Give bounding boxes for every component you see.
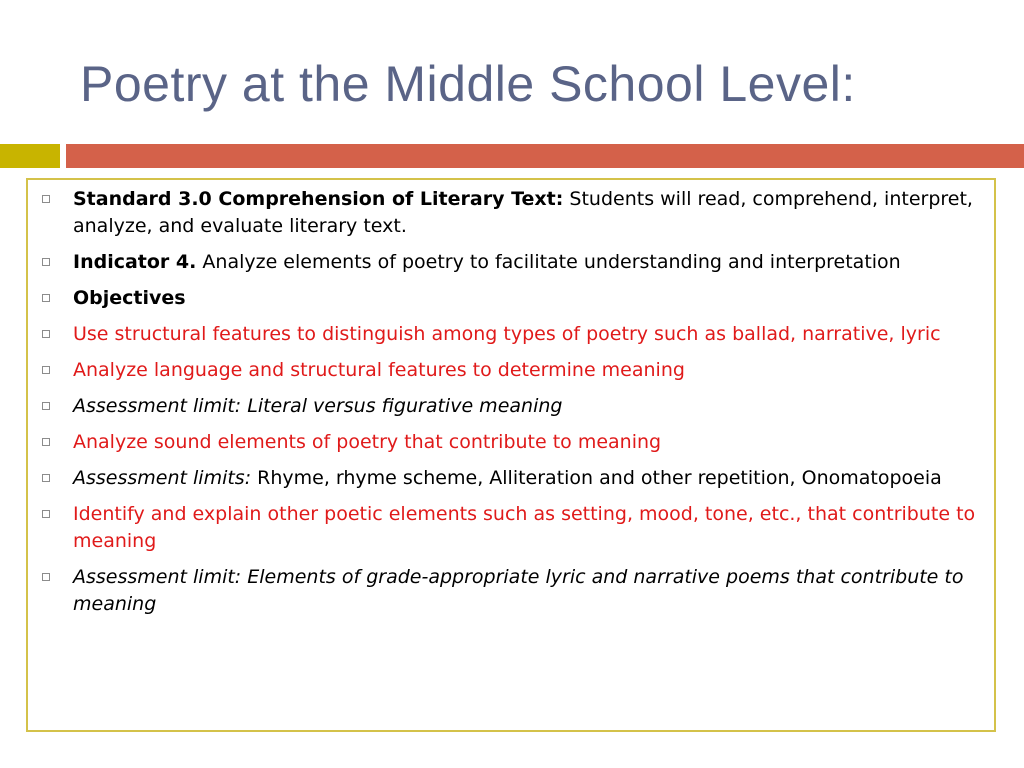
bullet-assessment-limit bbox=[42, 465, 982, 492]
bullet-assessment-limit bbox=[42, 393, 982, 420]
bullet-text: Use structural features to distinguish among types of poetry such as ballad, narrative, lyric bbox=[73, 323, 941, 345]
square-bullet-icon bbox=[42, 402, 50, 410]
bullet-text: Identify and explain other poetic elements such as setting, mood, tone, etc., that contribute to meaning bbox=[73, 503, 976, 552]
square-bullet-icon bbox=[42, 573, 50, 581]
square-bullet-icon bbox=[42, 195, 50, 203]
bullet-text: Rhyme, rhyme scheme, Alliteration and other repetition, Onomatopoeia bbox=[251, 467, 942, 489]
bullet-bold-label: Standard 3.0 Comprehension of Literary Text: bbox=[73, 188, 564, 210]
bullet-objective bbox=[42, 357, 982, 384]
bullet-indicator bbox=[42, 249, 982, 276]
bullet-objective bbox=[42, 429, 982, 456]
accent-bar-left bbox=[0, 144, 60, 168]
bullet-objectives-heading bbox=[42, 285, 982, 312]
bullet-italic-label: Assessment limits: bbox=[73, 467, 252, 489]
bullet-list bbox=[42, 186, 982, 627]
content-box bbox=[26, 178, 996, 732]
accent-bar-right bbox=[66, 144, 1024, 168]
bullet-objective bbox=[42, 501, 982, 555]
bullet-bold-label: Objectives bbox=[73, 287, 186, 309]
slide-title: Poetry at the Middle School Level: bbox=[80, 56, 856, 112]
bullet-standard bbox=[42, 186, 982, 240]
square-bullet-icon bbox=[42, 366, 50, 374]
square-bullet-icon bbox=[42, 330, 50, 338]
bullet-bold-label: Indicator 4. bbox=[73, 251, 197, 273]
bullet-text: Analyze elements of poetry to facilitate understanding and interpretation bbox=[196, 251, 901, 273]
bullet-italic-text: Assessment limit: Literal versus figurative meaning bbox=[73, 395, 563, 417]
bullet-assessment-limit bbox=[42, 564, 982, 618]
bullet-text: Students will read, comprehend, interpret, analyze, and evaluate literary text. bbox=[73, 188, 973, 237]
bullet-objective bbox=[42, 321, 982, 348]
square-bullet-icon bbox=[42, 258, 50, 266]
bullet-italic-text: Assessment limit: Elements of grade-appropriate lyric and narrative poems that contribute to meaning bbox=[73, 566, 964, 615]
square-bullet-icon bbox=[42, 438, 50, 446]
square-bullet-icon bbox=[42, 294, 50, 302]
square-bullet-icon bbox=[42, 474, 50, 482]
bullet-text: Analyze sound elements of poetry that contribute to meaning bbox=[73, 431, 662, 453]
square-bullet-icon bbox=[42, 510, 50, 518]
bullet-text: Analyze language and structural features to determine meaning bbox=[73, 359, 685, 381]
